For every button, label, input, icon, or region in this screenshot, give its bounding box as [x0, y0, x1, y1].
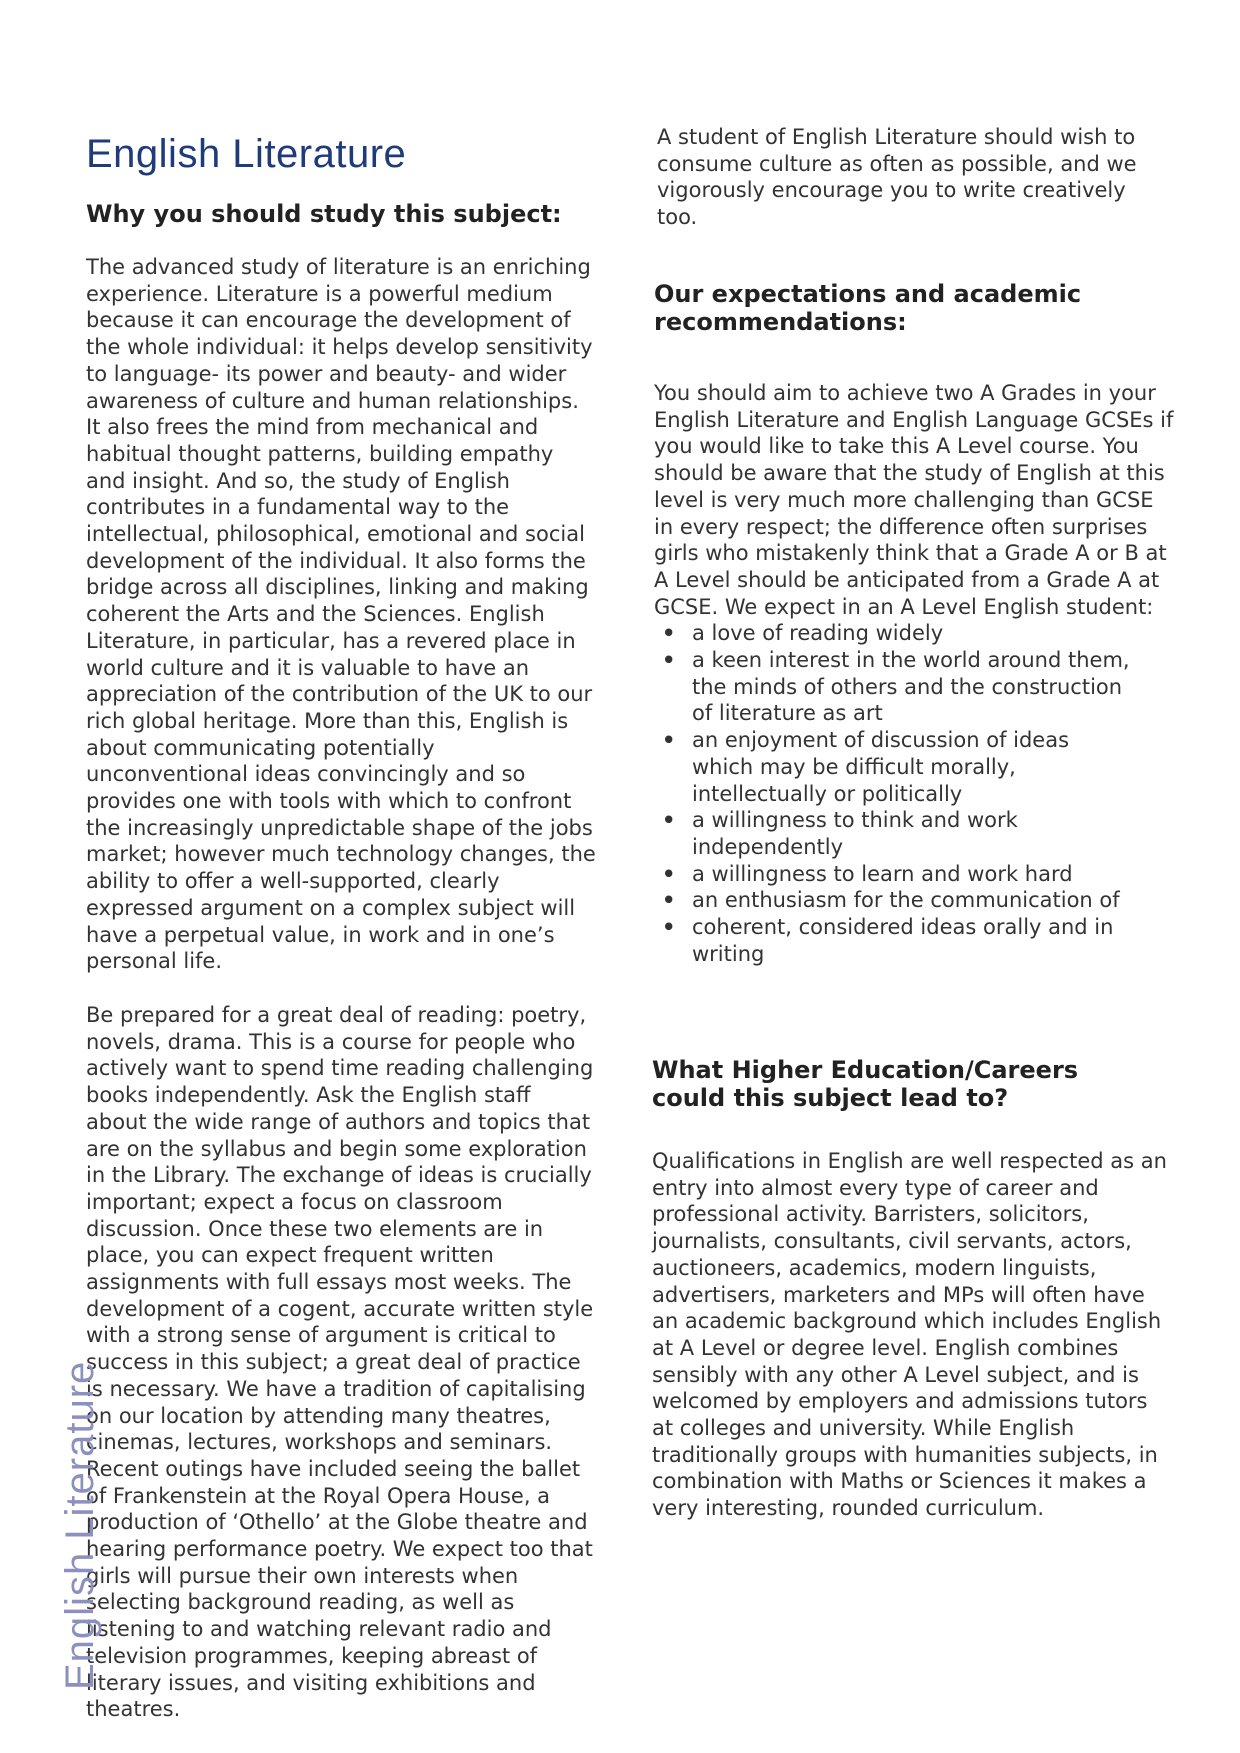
intro-right-text: A student of English Literature should wish to consume culture as often as possible, and we vigorously encourage you to write creatively too.	[657, 125, 1137, 230]
list-item: • an enjoyment of discussion of ideas which may be difficult morally, intellectually or politically	[692, 727, 1132, 807]
side-label: English Literature	[58, 1360, 102, 1690]
list-item: • a willingness to think and work independently	[692, 807, 1132, 860]
why-study-body	[86, 254, 596, 1723]
list-item: • an enthusiasm for the communication of	[692, 887, 1132, 914]
careers-body	[652, 1148, 1172, 1522]
expectations-heading: Our expectations and academic recommendations:	[654, 280, 1082, 336]
why-study-heading: Why you should study this subject:	[86, 200, 562, 228]
expectations-paragraph: You should aim to achieve two A Grades in your English Literature and English Language GCSEs if you would like to take this A Level course. You should be aware that the study of English at this level is very much more challenging than GCSE in every respect; the difference often surprises girls who mistakenly think that a Grade A or B at A Level should be anticipated from a Grade A at GCSE. We expect in an A Level English student:	[654, 381, 1174, 619]
why-paragraph-2: Be prepared for a great deal of reading: poetry, novels, drama. This is a course for people who actively want to spend time reading challenging books independently. Ask the English staff about the wide range of authors and topics that are on the syllabus and begin some exploration in the Library. The exchange of ideas is crucially important; expect a focus on classroom discussion. Once these two elements are in place, you can expect frequent written assignments with full essays most weeks. The development of a cogent, accurate written style with a strong sense of argument is critical to success in this subject; a great deal of practice is necessary. We have a tradition of capitalising on our location by attending many theatres, cinemas, lectures, workshops and seminars. Recent outings have included seeing the ballet of Frankenstein at the Royal Opera House, a production of ‘Othello’ at the Globe theatre and hearing performance poetry. We expect too that girls will pursue their own interests when selecting background reading, as well as listening to and watching relevant radio and television programmes, keeping abreast of literary issues, and visiting exhibitions and theatres.	[86, 1002, 594, 1722]
expectations-body	[654, 380, 1174, 967]
careers-paragraph: Qualifications in English are well respected as an entry into almost every type of career and professional activity. Barristers, solicitors, journalists, consultants, civil servants, actors, auctioneers, academics, modern linguists, advertisers, marketers and MPs will often have an academic background which includes English at A Level or degree level. English combines sensibly with any other A Level subject, and is welcomed by employers and admissions tutors at colleges and university. While English traditionally groups with humanities subjects, in combination with Maths or Sciences it makes a very interesting, rounded curriculum.	[652, 1149, 1167, 1521]
list-item: • a willingness to learn and work hard	[692, 861, 1132, 888]
list-item: • coherent, considered ideas orally and in writing	[692, 914, 1132, 967]
page-title: English Literature	[86, 132, 407, 176]
expectations-list	[654, 620, 1174, 967]
list-item: • a keen interest in the world around them, the minds of others and the construction of literature as art	[692, 647, 1132, 727]
intro-right-block	[657, 124, 1157, 231]
why-paragraph-1: The advanced study of literature is an enriching experience. Literature is a powerful medium because it can encourage the development of the whole individual: it helps develop sensitivity to language- its power and beauty- and wider awareness of culture and human relationships. It also frees the mind from mechanical and habitual thought patterns, building empathy and insight. And so, the study of English contributes in a fundamental way to the intellectual, philosophical, emotional and social development of the individual. It also forms the bridge across all disciplines, linking and making coherent the Arts and the Sciences. English Literature, in particular, has a revered place in world culture and it is valuable to have an appreciation of the contribution of the UK to our rich global heritage. More than this, English is about communicating potentially unconventional ideas convincingly and so provides one with tools with which to confront the increasingly unpredictable shape of the jobs market; however much technology changes, the ability to offer a well-supported, clearly expressed argument on a complex subject will have a perpetual value, in work and in one’s personal life.	[86, 255, 596, 974]
careers-heading: What Higher Education/Careers could this subject lead to?	[652, 1056, 1079, 1112]
list-item: • a love of reading widely	[692, 620, 1132, 647]
